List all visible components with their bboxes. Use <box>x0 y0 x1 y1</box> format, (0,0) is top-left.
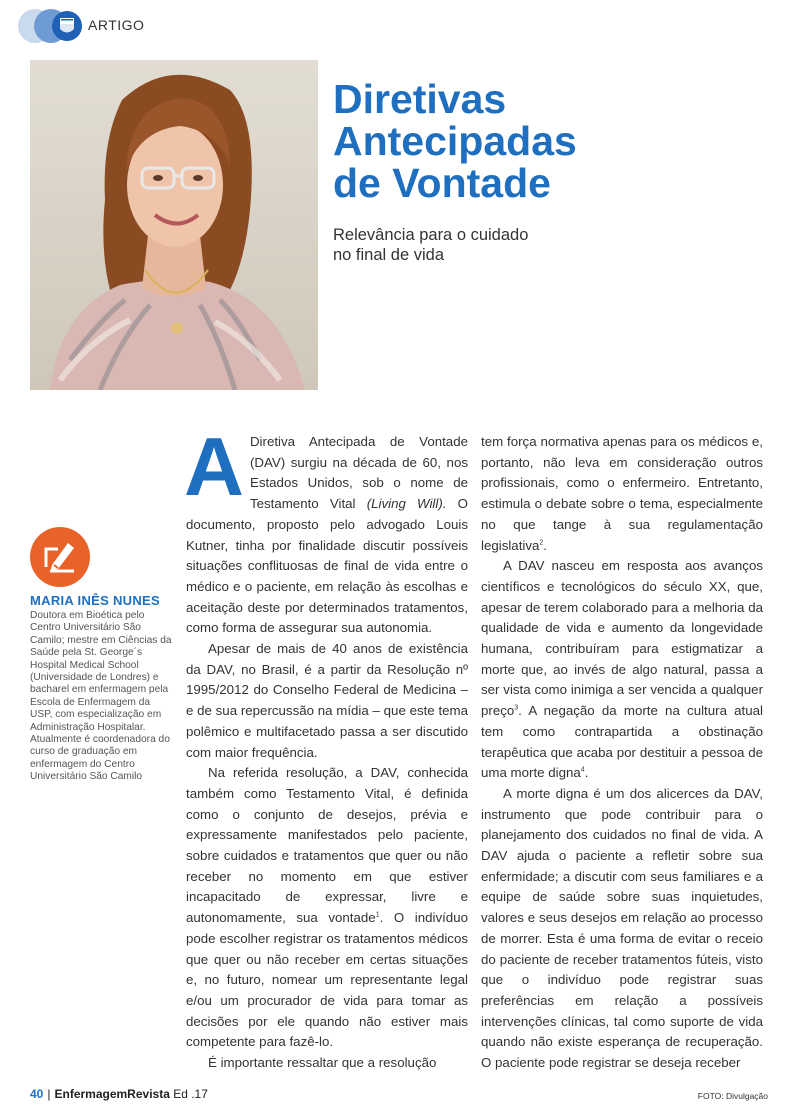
paragraph: É importante ressaltar que a resolução <box>208 1055 437 1071</box>
paragraph: tem força normativa apenas para os médicos e, portanto, não leva em consideração outros profissionais, como o enfermeiro. Entretanto, estimula o debate sobre o tema, especialmente no que tange à sua regulamentação legislativa$^2$. <box>481 434 763 553</box>
edition: Ed .17 <box>169 1087 208 1101</box>
page-footer <box>30 1087 208 1101</box>
author-photo <box>30 60 318 390</box>
page-number: 40 <box>30 1087 44 1101</box>
author-name: MARIA INÊS NUNES <box>30 593 160 608</box>
article-column-right <box>481 432 763 1074</box>
drop-cap: A <box>184 420 244 513</box>
title-line: Diretivas <box>333 76 507 122</box>
paragraph: A Diretiva Antecipada de Vontade (DAV) surgiu na década de 60, nos Estados Unidos, sob o nome de Testamento Vital (Living Will). O documento, proposto pelo advogado Louis Kutner, tinha por finalidade discutir possíveis situações conflituosas de final de vida entre o médico e o paciente, em relação às escolhas e aceitação deste por determinados tratamentos, como forma de assegurar sua autonomia. <box>184 420 468 636</box>
article-title <box>333 78 577 204</box>
title-line: Antecipadas <box>333 118 577 164</box>
article-subtitle <box>333 225 528 265</box>
paragraph: Na referida resolução, a DAV, conhecida também como Testamento Vital, é definida como o conjunto de desejos, prévia e expressamente manifestados pelo paciente, sobre cuidados e tratamentos que quer ou não receber no momento em que estiver incapacitado de expressar, livre e autonomamente, sua vontade$^1$. O indivíduo pode escolher registrar os tratamentos médicos que quer ou não receber em certas situações e, no futuro, nomear um representante legal e/ou um procurador de vida para tomar as decisões por ele quando não estiver mais competente para fazê-lo. <box>186 765 468 1050</box>
subtitle-line: Relevância para o cuidado <box>333 226 529 244</box>
paragraph: A DAV nasceu em resposta aos avanços científicos e tecnológicos do século XX, que, apesar de terem colaborado para a melhoria da qualidade de vida e aumento da longevidade humana, contribuíram para estigmatizar a morte que, ao invés de algo natural, passa a ser vista como inimiga a ser vencida a qualquer preço$^3$. A negação da morte na cultura atual tem como contrapartida a obstinação terapêutica que acaba por destituir a pessoa de uma morte digna$^4$. <box>481 558 763 781</box>
section-badge <box>18 9 82 43</box>
author-bio: Doutora em Bioética pelo Centro Universitário São Camilo; mestre em Ciências da Saúde pela St. George´s Hospital Medical School (Universidade de Londres) e bacharel em enfermagem pela Escola de Enfermagem da USP, com especialização em Administração Hospitalar. Atualmente é coordenadora do curso de graduação em enfermagem do Centro Universitário São Camilo <box>30 610 172 783</box>
paragraph: Apesar de mais de 40 anos de existência da DAV, no Brasil, é a partir da Resolução nº 1995/2012 do Conselho Federal de Medicina – e de sua repercussão na mídia – que este tema polêmico e multifacetado passa a ser discutido com maior frequência. <box>186 641 468 760</box>
magazine-name: EnfermagemRevista <box>54 1087 170 1101</box>
article-column-left <box>184 420 468 1074</box>
photo-credit: FOTO: Divulgação <box>697 1091 768 1101</box>
footer-separator: | <box>47 1087 51 1101</box>
pen-writing-icon <box>30 527 90 587</box>
subtitle-line: no final de vida <box>333 246 444 264</box>
title-line: de Vontade <box>333 160 551 206</box>
paragraph: A morte digna é um dos alicerces da DAV, instrumento que pode contribuir para o planejamento dos cuidados no final de vida. A DAV ajuda o paciente a refletir sobre sua enfermidade; a discutir com seus familiares e a equipe de saúde sobre suas inquietudes, valores e seus desejos em relação ao processo de morrer. Esta é uma forma de evitar o receio do paciente de receber tratamentos fúteis, visto que o indivíduo pode registrar suas preferências em relação a possíveis intervenções clínicas, tal como suporte de vida quando não existe esperança de recuperação. O paciente pode registrar se deseja receber <box>481 785 763 1071</box>
section-label: ARTIGO <box>88 17 145 33</box>
shield-logo-icon <box>52 11 82 41</box>
